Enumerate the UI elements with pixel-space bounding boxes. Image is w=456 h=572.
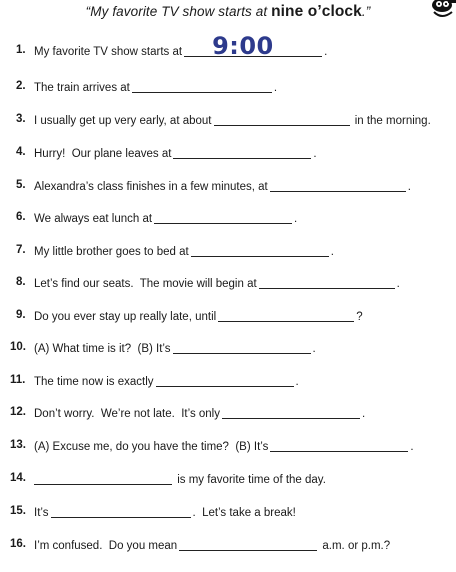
answer-blank[interactable] bbox=[214, 113, 350, 126]
question-text-after: . bbox=[410, 441, 414, 453]
question-text-after: ? bbox=[356, 311, 363, 323]
question-text-after: . bbox=[396, 278, 400, 290]
question-text: Let’s find our seats. The movie will begin at bbox=[34, 278, 257, 290]
question-row-16 bbox=[0, 538, 456, 556]
answer-blank[interactable] bbox=[34, 472, 172, 485]
question-text-after: is my favorite time of the day. bbox=[174, 474, 326, 486]
question-number: 3. bbox=[16, 113, 26, 125]
question-text: Don’t worry. We’re not late. It’s only bbox=[34, 408, 220, 420]
question-text: The time now is exactly bbox=[34, 376, 154, 388]
question-text: Alexandra’s class finishes in a few minutes, at bbox=[34, 181, 268, 193]
question-text: Do you ever stay up really late, until bbox=[34, 311, 217, 323]
answer-blank[interactable] bbox=[156, 374, 294, 387]
answer-blank[interactable] bbox=[222, 406, 360, 419]
question-text-after: in the morning. bbox=[351, 115, 431, 127]
question-number: 10. bbox=[10, 341, 26, 353]
corner-clipart-icon bbox=[428, 0, 456, 20]
question-number: 1. bbox=[16, 44, 26, 56]
answer-blank[interactable] bbox=[184, 32, 322, 60]
question-row-7 bbox=[0, 244, 456, 262]
question-text-after: . bbox=[324, 46, 328, 58]
answer-blank[interactable] bbox=[270, 439, 408, 452]
question-row-1 bbox=[0, 32, 456, 62]
question-text-after: . bbox=[295, 376, 299, 388]
question-number: 12. bbox=[10, 406, 26, 418]
question-text-after: . bbox=[312, 343, 316, 355]
worksheet-title bbox=[0, 3, 456, 21]
question-text-after: . bbox=[407, 181, 411, 193]
question-row-5 bbox=[0, 179, 456, 197]
question-text-after: . bbox=[362, 408, 366, 420]
title-prefix: “My favorite TV show starts at bbox=[85, 4, 272, 19]
question-text: We always eat lunch at bbox=[34, 213, 153, 225]
question-number: 13. bbox=[10, 439, 26, 451]
question-number: 2. bbox=[16, 80, 26, 92]
question-text-after: . bbox=[313, 148, 317, 160]
question-row-11 bbox=[0, 374, 456, 392]
question-text-after: . bbox=[273, 82, 278, 94]
question-text: I usually get up very early, at about bbox=[34, 115, 212, 127]
question-number: 8. bbox=[16, 276, 26, 288]
question-text-after: . bbox=[330, 246, 334, 258]
question-number: 14. bbox=[10, 472, 26, 484]
question-text: The train arrives at bbox=[34, 82, 130, 94]
question-text: I’m confused. Do you mean bbox=[34, 540, 178, 552]
question-row-8 bbox=[0, 276, 456, 294]
answer-blank[interactable] bbox=[173, 146, 311, 159]
question-row-2 bbox=[0, 80, 456, 98]
question-row-3 bbox=[0, 113, 456, 131]
question-row-14 bbox=[0, 472, 456, 490]
question-row-13 bbox=[0, 439, 456, 457]
question-text-after: . bbox=[294, 213, 298, 225]
answer-blank[interactable] bbox=[270, 179, 406, 192]
answer-blank[interactable] bbox=[51, 505, 191, 518]
question-row-6 bbox=[0, 211, 456, 229]
question-number: 9. bbox=[16, 309, 26, 321]
question-text: (A) What time is it? (B) It’s bbox=[34, 343, 171, 355]
answer-blank[interactable] bbox=[218, 309, 354, 322]
question-text: (A) Excuse me, do you have the time? (B) It’s bbox=[34, 441, 269, 453]
title-suffix: .” bbox=[361, 4, 371, 19]
handwritten-answer: 9:00 bbox=[212, 32, 274, 60]
question-row-15 bbox=[0, 505, 456, 523]
answer-blank[interactable] bbox=[179, 538, 317, 551]
question-number: 4. bbox=[16, 146, 26, 158]
question-text-after: a.m. or p.m.? bbox=[319, 540, 391, 552]
question-text: My little brother goes to bed at bbox=[34, 246, 189, 258]
answer-blank[interactable] bbox=[173, 341, 311, 354]
question-row-9 bbox=[0, 309, 456, 327]
question-text-after: . Let’s take a break! bbox=[192, 507, 296, 519]
answer-blank[interactable] bbox=[259, 276, 395, 289]
question-number: 7. bbox=[16, 244, 26, 256]
question-number: 5. bbox=[16, 179, 26, 191]
answer-blank[interactable] bbox=[154, 211, 292, 224]
question-row-10 bbox=[0, 341, 456, 359]
question-number: 6. bbox=[16, 211, 26, 223]
answer-blank[interactable] bbox=[132, 80, 272, 93]
question-row-12 bbox=[0, 406, 456, 424]
title-emphasis: nine o’clock bbox=[271, 3, 362, 20]
question-text: It’s bbox=[34, 507, 49, 519]
question-text: My favorite TV show starts at bbox=[34, 46, 183, 58]
question-text: Hurry! Our plane leaves at bbox=[34, 148, 172, 160]
question-number: 15. bbox=[10, 505, 26, 517]
question-number: 16. bbox=[10, 538, 26, 550]
question-row-4 bbox=[0, 146, 456, 164]
answer-blank[interactable] bbox=[191, 244, 329, 257]
question-number: 11. bbox=[10, 374, 26, 386]
